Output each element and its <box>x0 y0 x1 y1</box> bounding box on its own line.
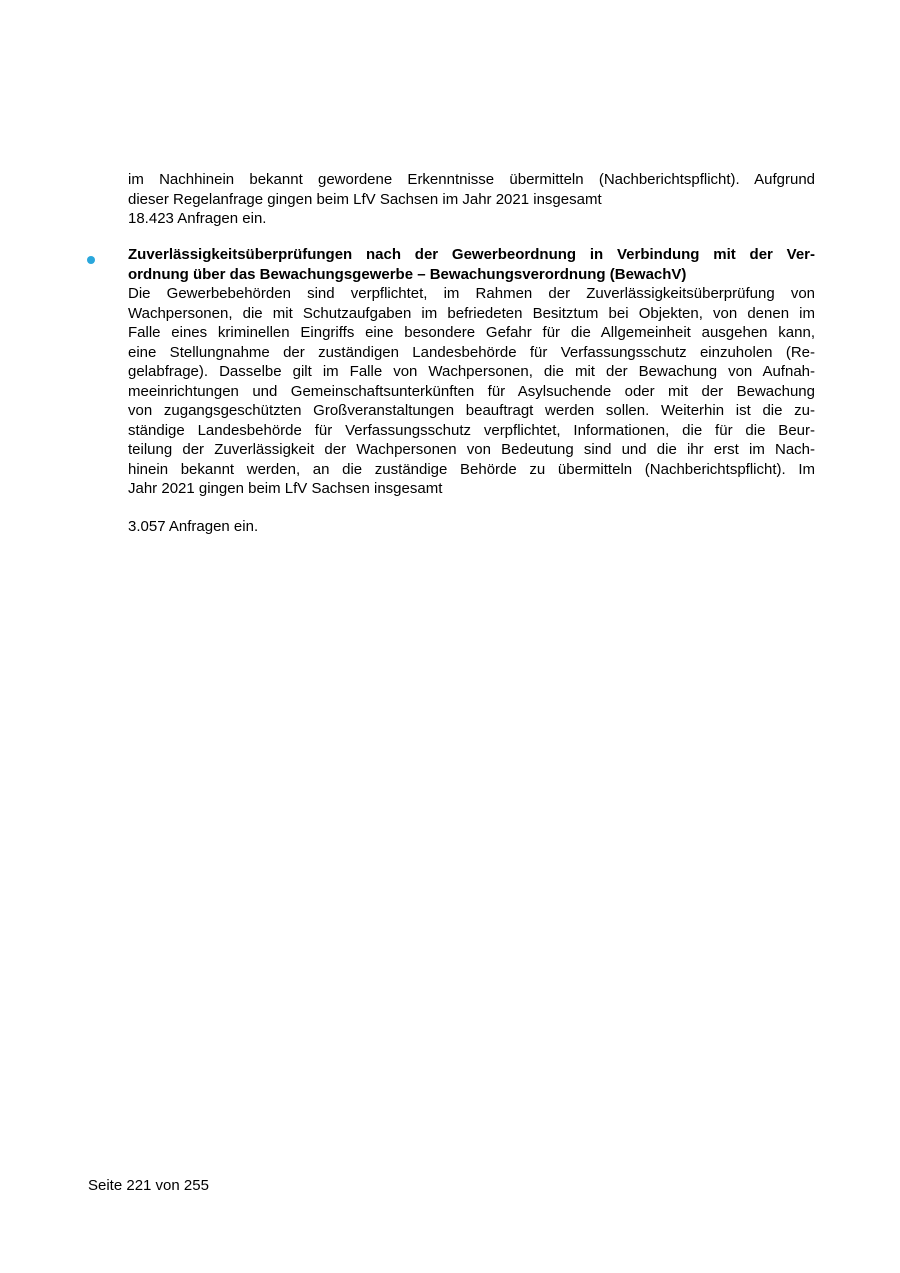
text-line: Die Gewerbebehörden sind verpflichtet, im Rahmen der Zuverlässigkeitsüberprüfung von <box>128 285 815 302</box>
page-number-footer: Seite 221 von 255 <box>88 1177 209 1194</box>
text-line: im Nachhinein bekannt gewordene Erkenntnisse übermitteln (Nachberichtspflicht). Aufgrund <box>128 171 815 188</box>
text-line: eine Stellungnahme der zuständigen Landesbehörde für Verfassungsschutz einzuholen (Re- <box>128 343 815 361</box>
text-line: teilung der Zuverlässigkeit der Wachpersonen von Bedeutung sind und die ihr erst im Nach- <box>128 441 815 458</box>
bullet-heading-line: ordnung über das Bewachungsgewerbe – Bewachungsverordnung (BewachV) <box>128 265 687 283</box>
text-line: dieser Regelanfrage gingen beim LfV Sachsen im Jahr 2021 insgesamt <box>128 190 602 208</box>
text-line: ständige Landesbehörde für Verfassungsschutz verpflichtet, Informationen, die für die Beur- <box>128 421 815 439</box>
text-line: hinein bekannt werden, an die zuständige Behörde zu übermitteln (Nachberichtspflicht). Im <box>128 460 815 478</box>
text-line: von zugangsgeschützten Großveranstaltungen beauftragt werden sollen. Weiterhin ist die zu- <box>128 402 815 419</box>
text-line: 18.423 Anfragen ein. <box>128 210 267 227</box>
count-paragraph <box>128 517 815 537</box>
text-line: Falle eines kriminellen Eingriffs eine besondere Gefahr für die Allgemeinheit ausgehen kann, <box>128 324 815 341</box>
text-line: Jahr 2021 gingen beim LfV Sachsen insgesamt <box>128 480 443 497</box>
bullet-point-marker <box>87 256 95 264</box>
text-line: 3.057 Anfragen ein. <box>128 518 259 535</box>
text-line: meeinrichtungen und Gemeinschaftsunterkünften für Asylsuchende oder mit der Bewachung <box>128 382 815 400</box>
bullet-heading-line: Zuverlässigkeitsüberprüfungen nach der Gewerbeordnung in Verbindung mit der Ver- <box>128 246 815 263</box>
bullet-list-item <box>128 245 815 499</box>
intro-paragraph <box>128 170 815 229</box>
text-line: gelabfrage). Dasselbe gilt im Falle von Wachpersonen, die mit der Bewachung von Aufnah- <box>128 363 815 380</box>
text-line: Wachpersonen, die mit Schutzaufgaben im befriedeten Besitztum bei Objekten, von denen im <box>128 304 815 322</box>
